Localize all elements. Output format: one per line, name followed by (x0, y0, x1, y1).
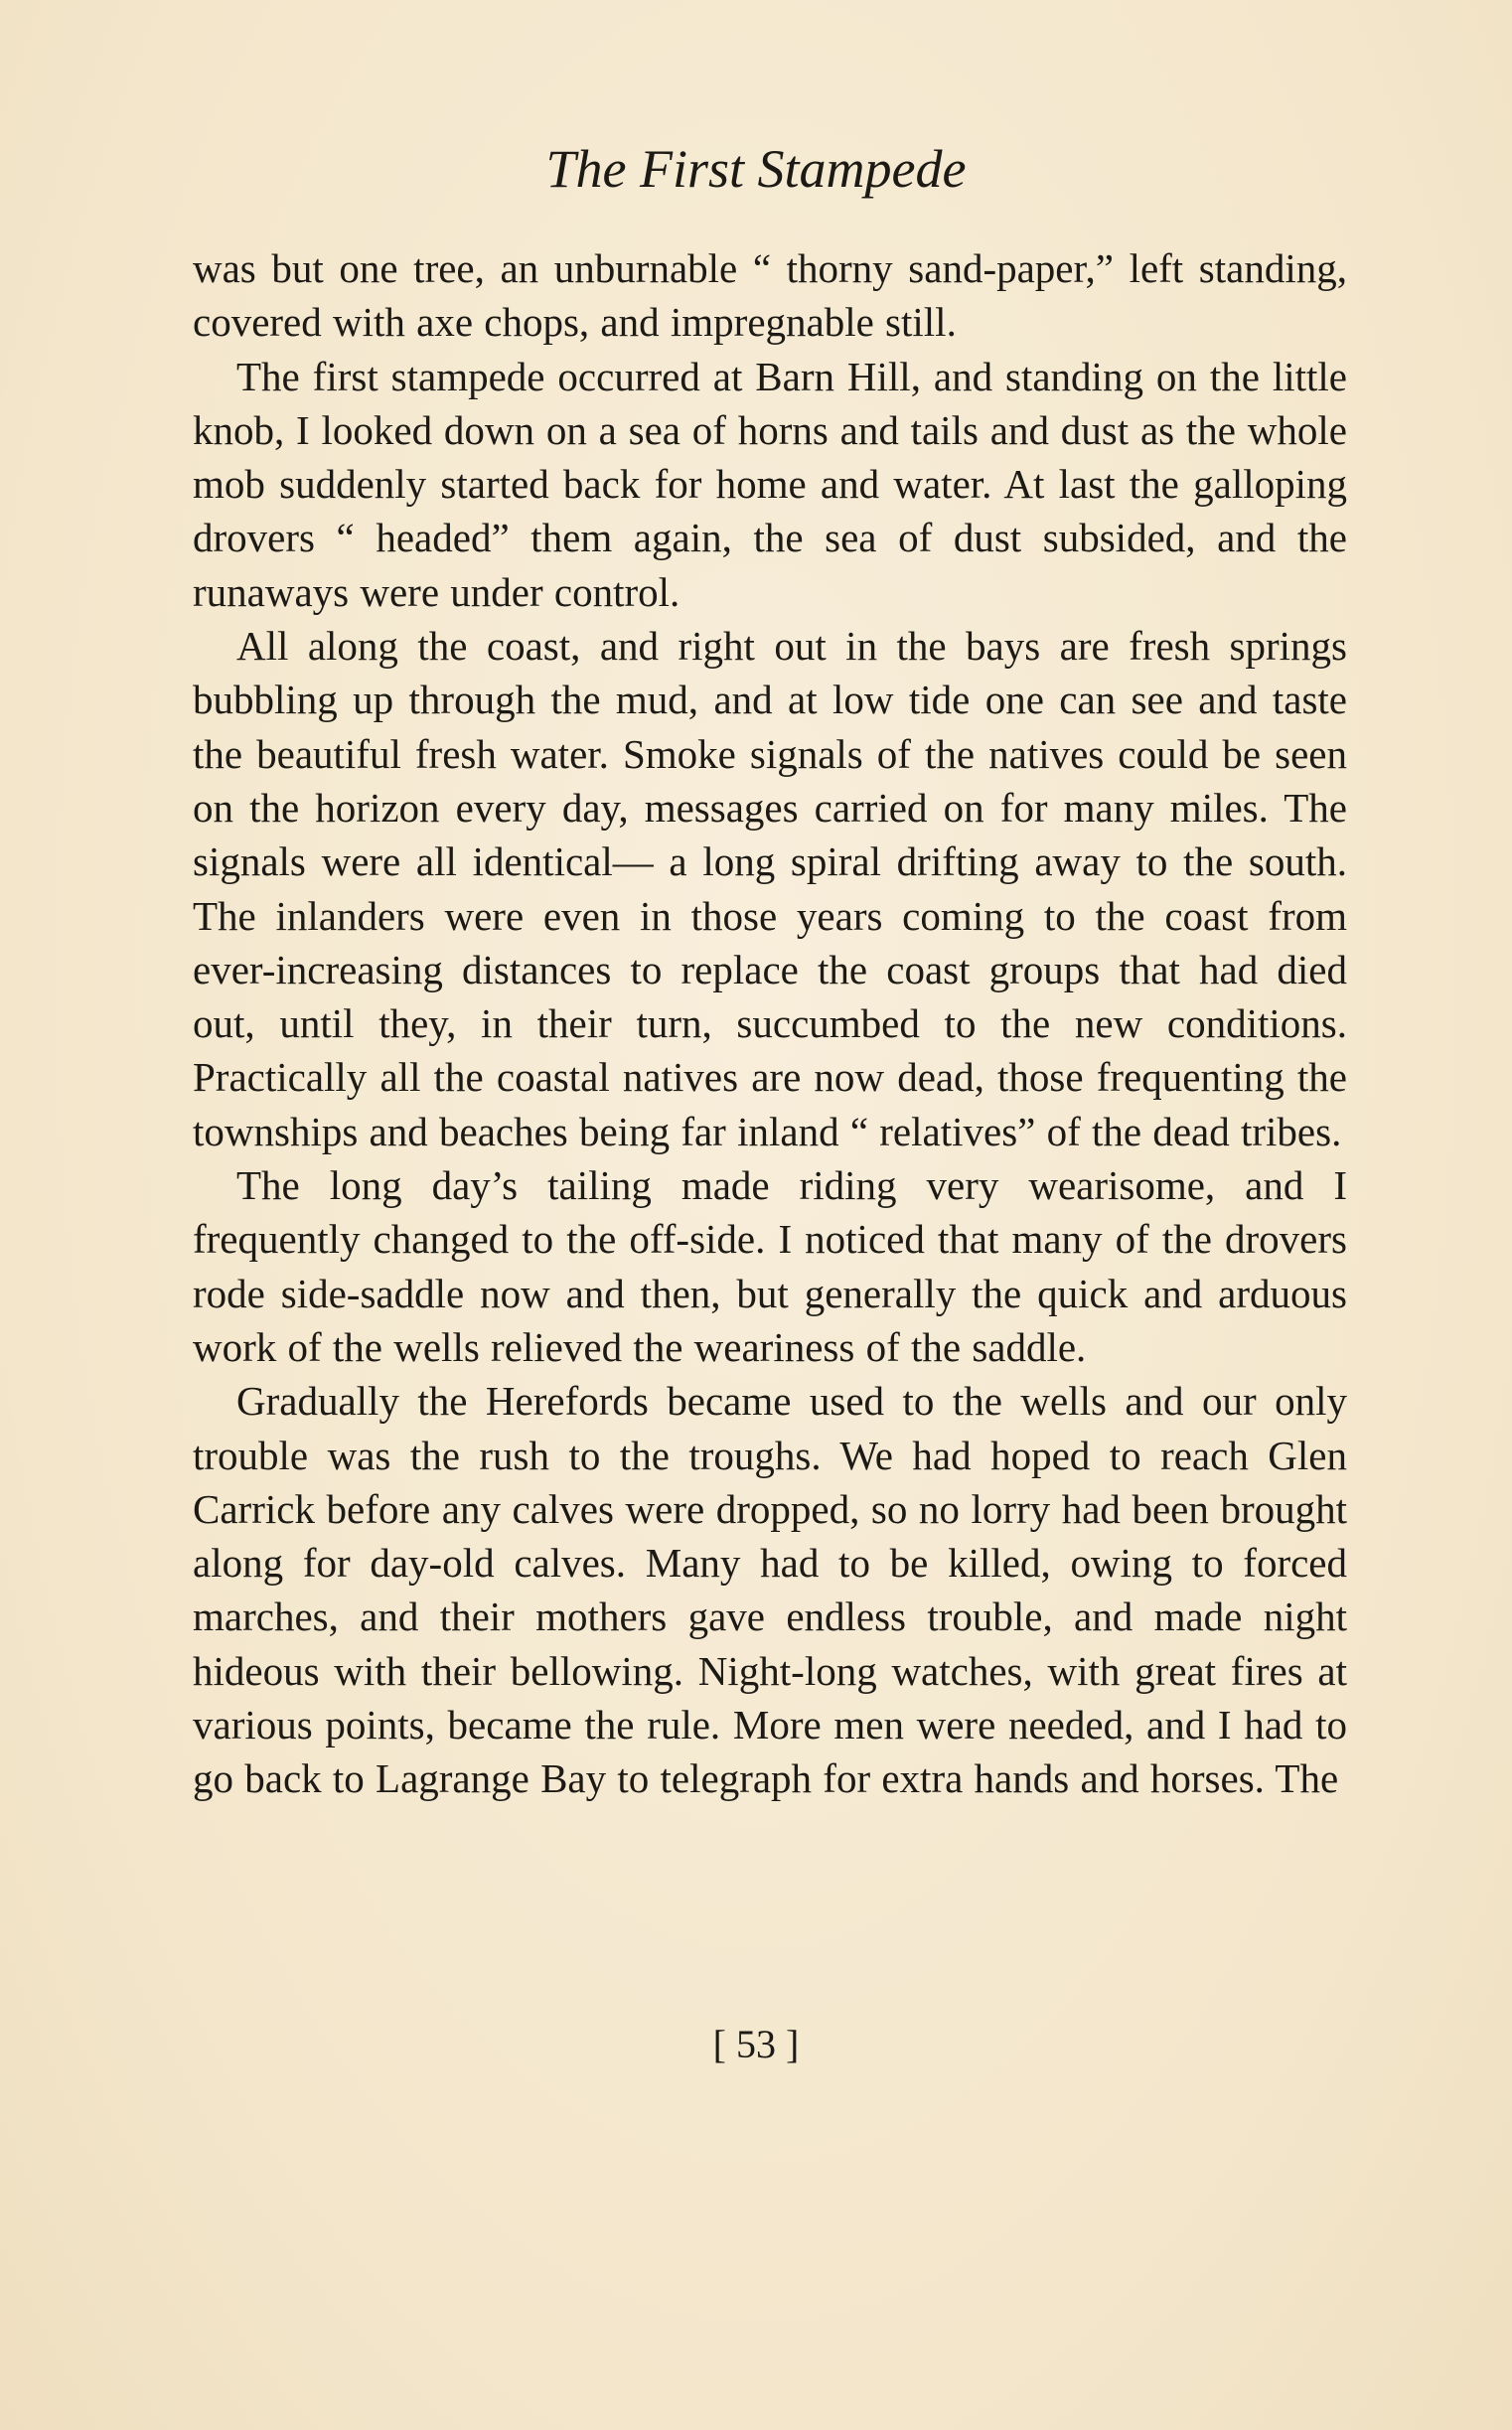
body-text (193, 241, 1347, 1806)
paragraph-2: The first stampede occurred at Barn Hill, and standing on the little knob, I looked down on a sea of horns and tails and dust as the whole mob suddenly started back for home and water. At last the galloping drovers “ headed” them again, the sea of dust subsided, and the runaways were under control. (193, 353, 1347, 615)
paragraph-1: was but one tree, an unburnable “ thorny sand-paper,” left standing, covered with axe chops, and impregnable still. (193, 245, 1347, 346)
page-number: [ 53 ] (712, 2022, 800, 2066)
paragraph-3: All along the coast, and right out in the bays are fresh springs bubbling up through the mud, and at low tide one can see and taste the beautiful fresh water. Smoke signals of the natives could be seen on the horizon every day, messages carried on for many miles. The signals were all identical— a long spiral drifting away to the south. The inlanders were even in those years coming to the coast from ever-increasing distances to replace the coast groups that had died out, until they, in their turn, succumbed to the new conditions. Practically all the coastal natives are now dead, those frequenting the townships and beaches being far inland “ relatives” of the dead tribes. (193, 623, 1347, 1154)
paragraph-5: Gradually the Herefords became used to the wells and our only trouble was the rush to the troughs. We had hoped to reach Glen Carrick before any calves were dropped, so no lorry had been brought along for day-old calves. Many had to be killed, owing to forced marches, and their mothers gave endless trouble, and made night hideous with their bellowing. Night-long watches, with great fires at various points, became the rule. More men were needed, and I had to go back to Lagrange Bay to telegraph for extra hands and horses. The (193, 1378, 1347, 1802)
running-head: The First Stampede (545, 139, 967, 199)
paragraph-4: The long day’s tailing made riding very wearisome, and I frequently changed to the off-side. I noticed that many of the drovers rode side-saddle now and then, but generally the quick and arduous work of the wells relieved the weariness of the saddle. (193, 1162, 1347, 1370)
